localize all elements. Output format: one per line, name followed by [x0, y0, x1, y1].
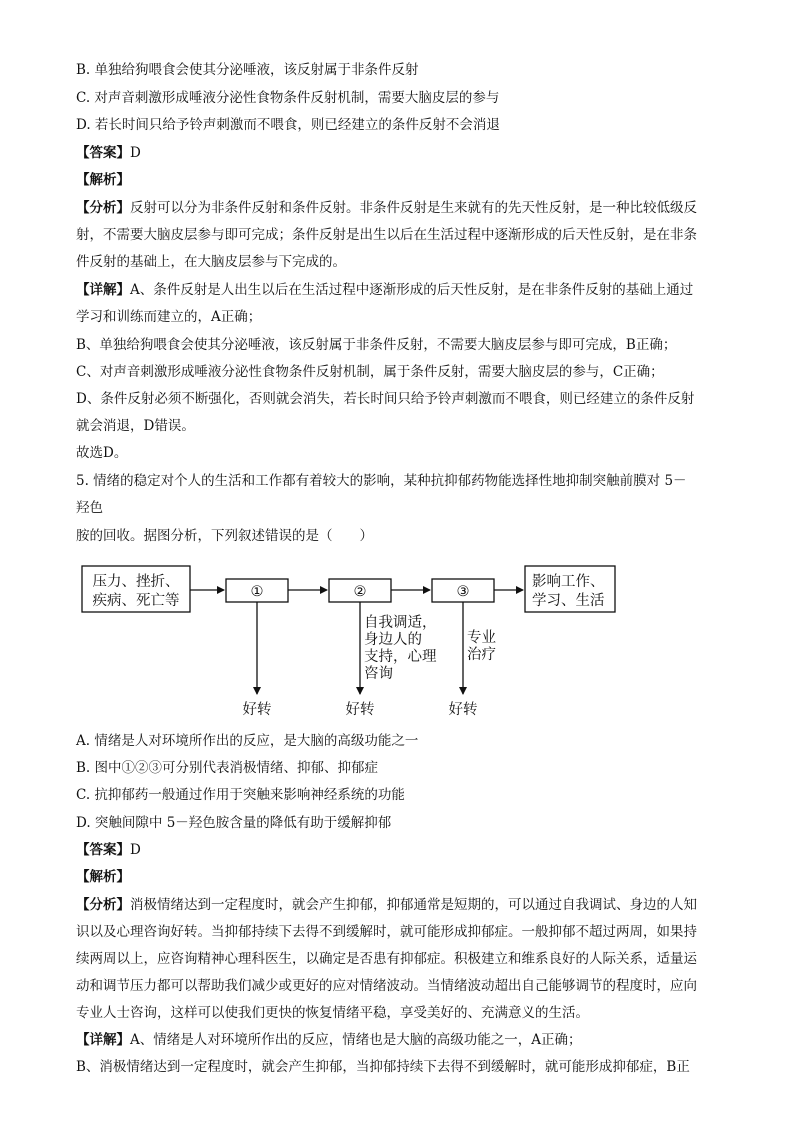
q5-analysis-line-2: 识以及心理咨询好转。当抑郁持续下去得不到缓解时，就可能形成抑郁症。一般抑郁不超过两周，如果持 [76, 924, 697, 940]
q5-stem-line-3: 胺的回收。据图分析，下列叙述错误的是（ ） [76, 528, 373, 544]
start-box-line-2: 疾病、死亡等 [92, 593, 180, 609]
start-box [82, 566, 190, 612]
q5-analysis-line-1: 【分析】消极情绪达到一定程度时，就会产生抑郁，抑郁通常是短期的，可以通过自我调试、身边的人知 [76, 897, 697, 913]
q5-detail-line-2: B、消极情绪达到一定程度时，就会产生抑郁，当抑郁持续下去得不到缓解时，就可能形成抑郁症，B正 [76, 1059, 690, 1075]
analysis-tag: 【分析】 [76, 200, 130, 216]
step3-label: ③ [456, 584, 470, 600]
q4-option-b: B. 单独给狗喂食会使其分泌唾液，该反射属于非条件反射 [76, 62, 419, 78]
step2-label: ② [353, 584, 367, 600]
q4-analysis-line-3: 件反射的基础上，在大脑皮层参与下完成的。 [76, 254, 346, 270]
q5-stem-line-1: 5. 情绪的稳定对个人的生活和工作都有着较大的影响，某种抗抑郁药物能选择性地抑制突触前膜对 5－ [76, 473, 687, 489]
q5-analysis-line-5: 专业人士咨询，这样可以使我们更快的恢复情绪平稳，享受美好的、充满意义的生活。 [76, 1005, 589, 1021]
side2-line-2: 身边人的 [364, 632, 422, 648]
start-box-line-1: 压力、挫折、 [92, 574, 180, 590]
q4-detail-line-3: B、单独给狗喂食会使其分泌唾液，该反射属于非条件反射，不需要大脑皮层参与即可完成，B正确； [76, 337, 677, 353]
q5-stem-line-2: 羟色 [76, 500, 103, 516]
side3-line-2: 治疗 [467, 647, 496, 663]
q5-detail-line-1: 【详解】A、情绪是人对环境所作出的反应，情绪也是大脑的高级功能之一，A正确； [76, 1032, 582, 1048]
step1-box [226, 579, 288, 602]
q4-detail-line-5: D、条件反射必须不断强化，否则就会消失，若长时间只给予铃声刺激而不喂食，则已经建立的条件反射 [76, 391, 695, 407]
side2-line-3: 支持，心理 [364, 649, 437, 665]
q4-detail-line-1: 【详解】A、条件反射是人出生以后在生活过程中逐渐形成的后天性反射，是在非条件反射的基础上通过 [76, 282, 694, 298]
answer-tag: 【答案】 [76, 145, 130, 161]
q4-option-c: C. 对声音刺激形成唾液分泌性食物条件反射机制，需要大脑皮层的参与 [76, 90, 500, 106]
detail-tag: 【详解】 [76, 282, 130, 298]
q5-answer [76, 842, 141, 858]
side3-line-1: 专业 [467, 630, 496, 646]
q4-detail-line-7: 故选D。 [76, 445, 128, 461]
q4-option-d: D. 若长时间只给予铃声刺激而不喂食，则已经建立的条件反射不会消退 [76, 117, 500, 133]
q5-option-a: A. 情绪是人对环境所作出的反应，是大脑的高级功能之一 [76, 733, 419, 749]
q5-option-b: B. 图中①②③可分别代表消极情绪、抑郁、抑郁症 [76, 760, 379, 776]
analysis-tag: 【分析】 [76, 897, 130, 913]
end-box [525, 566, 615, 612]
side2-line-4: 咨询 [364, 666, 393, 682]
q4-answer [76, 145, 141, 161]
step2-box [329, 579, 391, 602]
q5-analysis-line-4: 动和调节压力都可以帮助我们减少或更好的应对情绪波动。当情绪波动超出自己能够调节的程度时，应向 [76, 978, 697, 994]
end-box-line-1: 影响工作、 [532, 574, 605, 590]
outcome2-label: 好转 [345, 702, 375, 718]
q4-detail-line-2: 学习和训练而建立的，A正确； [76, 309, 262, 325]
step3-box [432, 579, 494, 602]
outcome3-label: 好转 [448, 702, 478, 718]
q4-analysis-line-2: 射，不需要大脑皮层参与即可完成；条件反射是出生以后在生活过程中逐渐形成的后天性反射，是在非条 [76, 227, 697, 243]
q4-detail-line-6: 就会消退，D错误。 [76, 418, 195, 434]
answer-value: D [130, 145, 141, 161]
end-box-line-2: 学习、生活 [532, 593, 605, 609]
q4-detail-line-4: C、对声音刺激形成唾液分泌性食物条件反射机制，属于条件反射，需要大脑皮层的参与，C正确； [76, 364, 664, 380]
q5-explain-tag: 【解析】 [76, 869, 130, 885]
q5-analysis-line-3: 续两周以上，应咨询精神心理科医生，以确定是否患有抑郁症。积极建立和维系良好的人际关系，适量运 [76, 951, 697, 967]
q5-option-c: C. 抗抑郁药一般通过作用于突触来影响神经系统的功能 [76, 787, 405, 803]
q4-explain-tag: 【解析】 [76, 172, 130, 188]
step1-label: ① [250, 584, 264, 600]
detail-tag: 【详解】 [76, 1032, 130, 1048]
side2-line-1: 自我调适， [364, 615, 437, 631]
q5-option-d: D. 突触间隙中 5－羟色胺含量的降低有助于缓解抑郁 [76, 815, 392, 831]
outcome1-label: 好转 [242, 702, 272, 718]
q4-analysis-line-1: 【分析】反射可以分为非条件反射和条件反射。非条件反射是生来就有的先天性反射，是一种比较低级反 [76, 200, 697, 216]
answer-value: D [130, 842, 141, 858]
answer-tag: 【答案】 [76, 842, 130, 858]
